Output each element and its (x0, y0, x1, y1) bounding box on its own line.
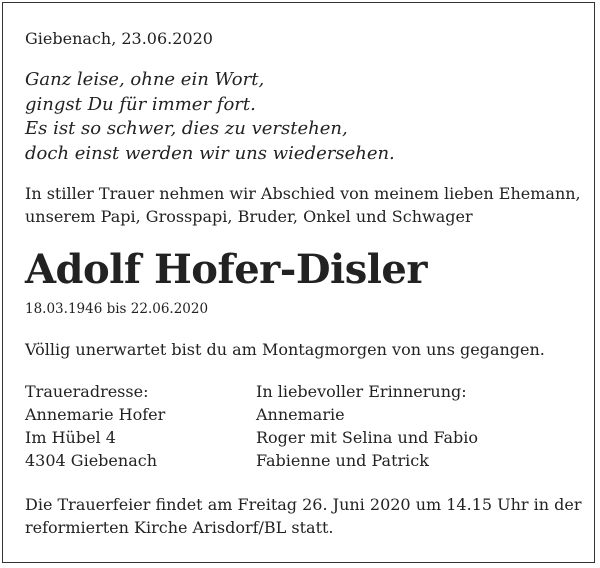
address-heading: Traueradresse: (25, 382, 149, 401)
intro-line: unserem Papi, Grosspapi, Bruder, Onkel und Schwager (25, 206, 473, 226)
remembrance-list (256, 380, 478, 472)
address-line: Annemarie Hofer (25, 405, 166, 424)
poem-line: Ganz leise, ohne ein Wort, (25, 69, 265, 90)
mourner-name: Roger mit Selina und Fabio (256, 428, 479, 447)
poem-line: doch einst werden wir uns wiedersehen. (25, 142, 395, 164)
mourner-name: Annemarie (256, 405, 345, 424)
life-dates: 18.03.1946 bis 22.06.2020 (25, 301, 209, 317)
poem (25, 68, 395, 166)
funeral-service-text (25, 494, 582, 539)
remembrance-heading: In liebevoller Erinnerung: (256, 382, 467, 401)
intro-text (25, 183, 581, 228)
mourner-name: Fabienne und Patrick (256, 451, 429, 470)
place-date: Giebenach, 23.06.2020 (25, 29, 213, 48)
address-line: Im Hübel 4 (25, 428, 116, 447)
statement-text: Völlig unerwartet bist du am Montagmorgen von uns gegangen. (25, 340, 545, 359)
poem-line: gingst Du für immer fort. (25, 93, 256, 115)
mourning-address (25, 380, 165, 472)
intro-line: In stiller Trauer nehmen wir Abschied von meinem lieben Ehemann, (25, 184, 581, 203)
address-line: 4304 Giebenach (25, 451, 157, 470)
deceased-name: Adolf Hofer-Disler (25, 246, 427, 293)
poem-line: Es ist so schwer, dies zu verstehen, (25, 118, 348, 139)
service-line: Die Trauerfeier findet am Freitag 26. Juni 2020 um 14.15 Uhr in der (25, 495, 582, 514)
service-line: reformierten Kirche Arisdorf/BL statt. (25, 517, 334, 537)
